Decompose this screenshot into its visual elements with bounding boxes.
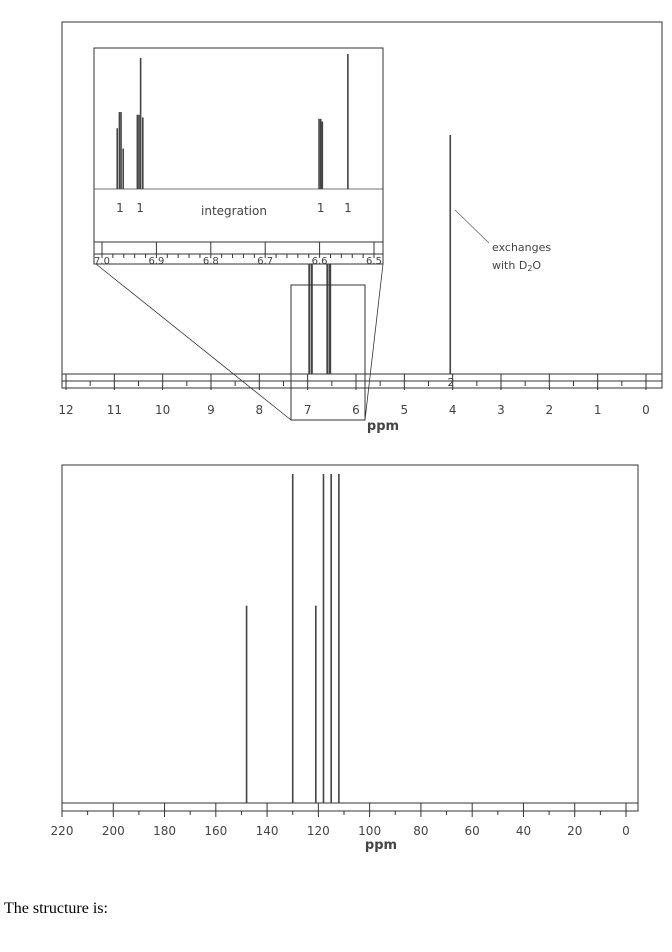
inset-tick-label: 6.9: [148, 256, 165, 267]
c-nmr-tick-label: 40: [515, 824, 532, 838]
c-nmr-panel: [51, 465, 638, 853]
h-nmr-tick-label: 8: [255, 403, 264, 417]
c-nmr-tick-label: 180: [153, 824, 176, 838]
h-nmr-tick-label: 10: [155, 403, 171, 417]
c-nmr-tick-label: 120: [306, 824, 330, 838]
structure-caption: The structure is:: [4, 900, 108, 917]
inset-tick-label: 6.8: [202, 256, 219, 267]
inset-integration-value: 1: [136, 201, 144, 215]
h-nmr-tick-label: 11: [106, 403, 122, 417]
h-nmr-tick-label: 5: [400, 403, 409, 417]
h-nmr-tick-label: 0: [642, 403, 650, 417]
c-nmr-tick-label: 0: [622, 824, 630, 838]
inset-integration-value: 1: [344, 201, 352, 215]
c-nmr-xlabel: ppm: [364, 838, 398, 853]
h-nmr-tick-label: 12: [58, 403, 74, 417]
exchange-annotation-line1: exchanges: [492, 241, 552, 254]
exchange-annotation-end: O: [532, 259, 542, 272]
c-nmr-tick-label: 160: [204, 824, 228, 838]
h-nmr-tick-label: 9: [207, 403, 215, 417]
zoom-connector-left: [96, 264, 291, 420]
zoom-connector-right: [365, 264, 383, 420]
inset-integration-value: 1: [116, 201, 124, 215]
c-nmr-tick-label: 140: [255, 824, 279, 838]
inset-tick-label: 6.6: [311, 256, 328, 267]
h-nmr-tick-label: 7: [303, 403, 312, 417]
c-nmr-frame: [62, 465, 638, 811]
h-nmr-tick-label: 3: [497, 403, 505, 417]
c-nmr-tick-label: 80: [413, 824, 429, 838]
c-nmr-tick-label: 200: [101, 824, 125, 838]
c-nmr-tick-label: 100: [358, 824, 382, 838]
c-nmr-tick-label: 220: [50, 824, 74, 838]
h-nmr-ticks: [58, 374, 649, 417]
h-nmr-tick-label: 4: [448, 403, 457, 417]
exchange-annotation-text: with D: [492, 259, 528, 272]
h-nmr-tick-label: 1: [593, 403, 602, 417]
h-nmr-tick-label: 6: [352, 403, 360, 417]
exchange-annotation-line: [455, 210, 489, 243]
c-nmr-ticks: [51, 803, 630, 838]
inset-tick-label: 7.0: [94, 256, 110, 267]
inset-tick-label: 6.7: [257, 256, 274, 267]
h-nmr-tick-label: 2: [545, 403, 554, 417]
exchange-annotation-line2: [492, 259, 541, 273]
inset-panel: [94, 48, 383, 267]
inset-integration-value: 1: [316, 201, 325, 215]
exchange-annotation-sub: 2: [527, 264, 533, 273]
c-nmr-tick-label: 20: [567, 824, 583, 838]
h-nmr-xlabel: ppm: [366, 419, 400, 434]
c-nmr-tick-label: 60: [464, 824, 480, 838]
inset-tick-label: 6.5: [366, 256, 382, 267]
c-nmr-peaks: [247, 474, 339, 803]
h-nmr-integration-label: 2: [447, 376, 455, 389]
inset-integration-label: integration: [201, 204, 267, 218]
